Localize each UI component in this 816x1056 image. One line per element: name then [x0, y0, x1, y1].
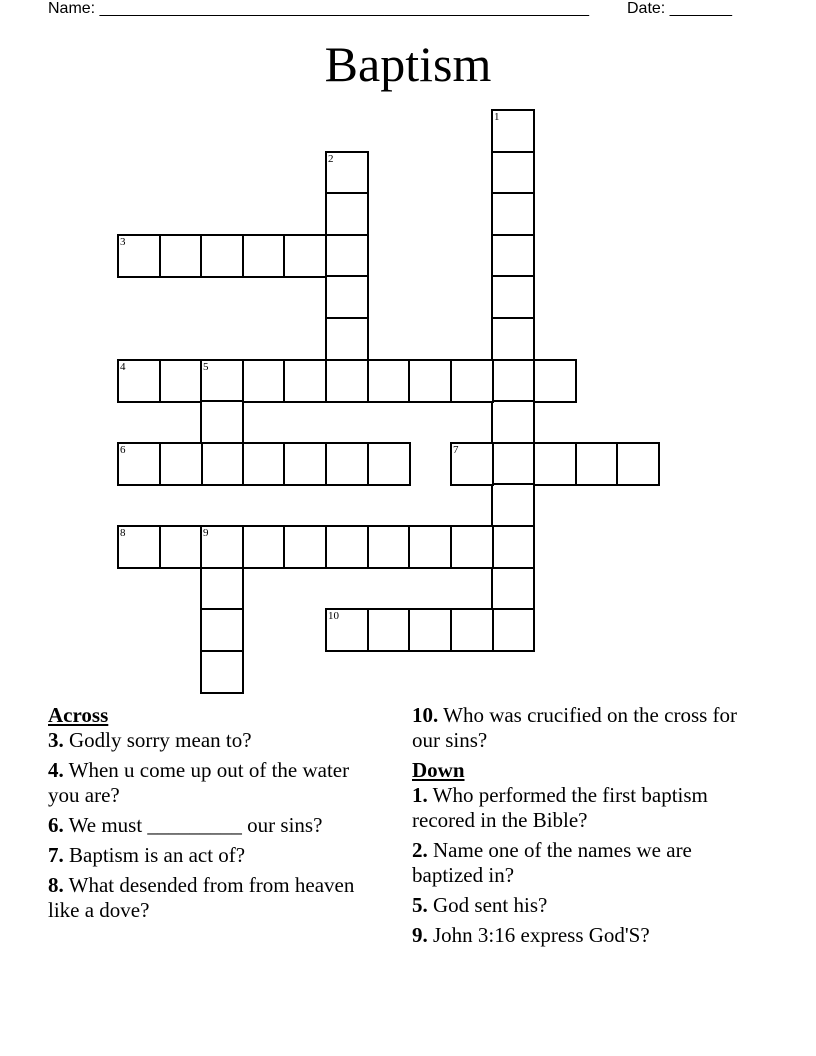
down-heading: Down — [412, 758, 465, 782]
grid-cell[interactable] — [283, 525, 327, 569]
clue-number-label: 2 — [328, 153, 334, 165]
grid-cell[interactable] — [491, 359, 535, 403]
grid-cell[interactable] — [491, 234, 535, 278]
grid-cell[interactable] — [283, 359, 327, 403]
grid-cell[interactable] — [491, 151, 535, 195]
clue-number-label: 4 — [120, 361, 126, 373]
grid-cell[interactable] — [325, 317, 369, 361]
grid-cell[interactable] — [159, 234, 203, 278]
clue-text: What desended from from heaven like a dove? — [48, 873, 355, 922]
clue-number-label: 10 — [328, 610, 339, 622]
grid-cell[interactable] — [200, 442, 244, 486]
grid-cell[interactable] — [117, 442, 161, 486]
clues-left-column — [48, 703, 368, 928]
grid-cell[interactable] — [533, 359, 577, 403]
grid-cell[interactable] — [283, 234, 327, 278]
clue-number: 4. — [48, 758, 64, 782]
clue-text: Baptism is an act of? — [69, 843, 246, 867]
grid-cell[interactable] — [367, 442, 411, 486]
grid-cell[interactable] — [491, 317, 535, 361]
clue-number: 7. — [48, 843, 64, 867]
grid-cell[interactable] — [367, 359, 411, 403]
clue-text: We must _________ our sins? — [68, 813, 323, 837]
clue-down-5 — [412, 893, 742, 918]
clue-text: Who performed the first baptism recored in the Bible? — [412, 783, 708, 832]
grid-cell[interactable] — [533, 442, 577, 486]
clue-down-1 — [412, 783, 742, 833]
grid-cell[interactable] — [616, 442, 660, 486]
grid-cell[interactable] — [450, 442, 494, 486]
grid-cell[interactable] — [117, 234, 161, 278]
grid-cell[interactable] — [325, 234, 369, 278]
grid-cell[interactable] — [491, 400, 535, 444]
grid-cell[interactable] — [200, 650, 244, 694]
grid-cell[interactable] — [325, 608, 369, 652]
clue-text: Godly sorry mean to? — [69, 728, 252, 752]
clue-across-8 — [48, 873, 368, 923]
grid-cell[interactable] — [325, 442, 369, 486]
clue-down-2 — [412, 838, 742, 888]
clue-number: 5. — [412, 893, 428, 917]
grid-cell[interactable] — [200, 400, 244, 444]
across-heading: Across — [48, 703, 109, 727]
clue-number-label: 9 — [203, 527, 209, 539]
grid-cell[interactable] — [491, 109, 535, 153]
grid-cell[interactable] — [242, 359, 286, 403]
clue-number: 3. — [48, 728, 64, 752]
clue-text: John 3:16 express God'S? — [433, 923, 650, 947]
grid-cell[interactable] — [491, 192, 535, 236]
clue-number-label: 8 — [120, 527, 126, 539]
grid-cell[interactable] — [491, 275, 535, 319]
clue-down-9 — [412, 923, 742, 948]
grid-cell[interactable] — [367, 525, 411, 569]
grid-cell[interactable] — [200, 567, 244, 611]
grid-cell[interactable] — [242, 234, 286, 278]
puzzle-title: Baptism — [324, 36, 492, 92]
grid-cell[interactable] — [159, 525, 203, 569]
grid-cell[interactable] — [242, 442, 286, 486]
grid-cell[interactable] — [159, 442, 203, 486]
grid-cell[interactable] — [200, 525, 244, 569]
clue-number: 10. — [412, 703, 439, 727]
grid-cell[interactable] — [283, 442, 327, 486]
grid-cell[interactable] — [408, 608, 452, 652]
clue-number-label: 3 — [120, 236, 126, 248]
clue-text: God sent his? — [433, 893, 548, 917]
clue-across-10 — [412, 703, 742, 753]
grid-cell[interactable] — [450, 359, 494, 403]
clue-number: 1. — [412, 783, 428, 807]
grid-cell[interactable] — [367, 608, 411, 652]
grid-cell[interactable] — [491, 483, 535, 527]
clue-across-3 — [48, 728, 368, 753]
grid-cell[interactable] — [117, 525, 161, 569]
date-field[interactable]: Date: _______ — [627, 0, 732, 17]
grid-cell[interactable] — [325, 151, 369, 195]
grid-cell[interactable] — [159, 359, 203, 403]
grid-cell[interactable] — [200, 234, 244, 278]
grid-cell[interactable] — [491, 525, 535, 569]
clue-number-label: 7 — [453, 444, 459, 456]
grid-cell[interactable] — [575, 442, 619, 486]
clue-number: 2. — [412, 838, 428, 862]
grid-cell[interactable] — [450, 525, 494, 569]
grid-cell[interactable] — [491, 608, 535, 652]
grid-cell[interactable] — [200, 359, 244, 403]
grid-cell[interactable] — [491, 567, 535, 611]
clue-number-label: 6 — [120, 444, 126, 456]
grid-cell[interactable] — [325, 359, 369, 403]
clue-text: When u come up out of the water you are? — [48, 758, 350, 807]
name-field[interactable]: Name: _______________________________________________________ — [48, 0, 589, 17]
clue-number-label: 1 — [494, 111, 500, 123]
grid-cell[interactable] — [200, 608, 244, 652]
clue-number: 6. — [48, 813, 64, 837]
clue-text: Who was crucified on the cross for our sins? — [412, 703, 738, 752]
clue-number-label: 5 — [203, 361, 209, 373]
clue-number: 8. — [48, 873, 64, 897]
grid-cell[interactable] — [117, 359, 161, 403]
clue-number: 9. — [412, 923, 428, 947]
grid-cell[interactable] — [491, 442, 535, 486]
clue-across-6 — [48, 813, 368, 838]
clue-text: Name one of the names we are baptized in? — [412, 838, 692, 887]
grid-cell[interactable] — [325, 192, 369, 236]
grid-cell[interactable] — [242, 525, 286, 569]
grid-cell[interactable] — [450, 608, 494, 652]
clue-across-7 — [48, 843, 368, 868]
clues-right-column — [412, 703, 742, 953]
grid-cell[interactable] — [325, 275, 369, 319]
grid-cell[interactable] — [325, 525, 369, 569]
grid-cell[interactable] — [408, 359, 452, 403]
grid-cell[interactable] — [408, 525, 452, 569]
clue-across-4 — [48, 758, 368, 808]
